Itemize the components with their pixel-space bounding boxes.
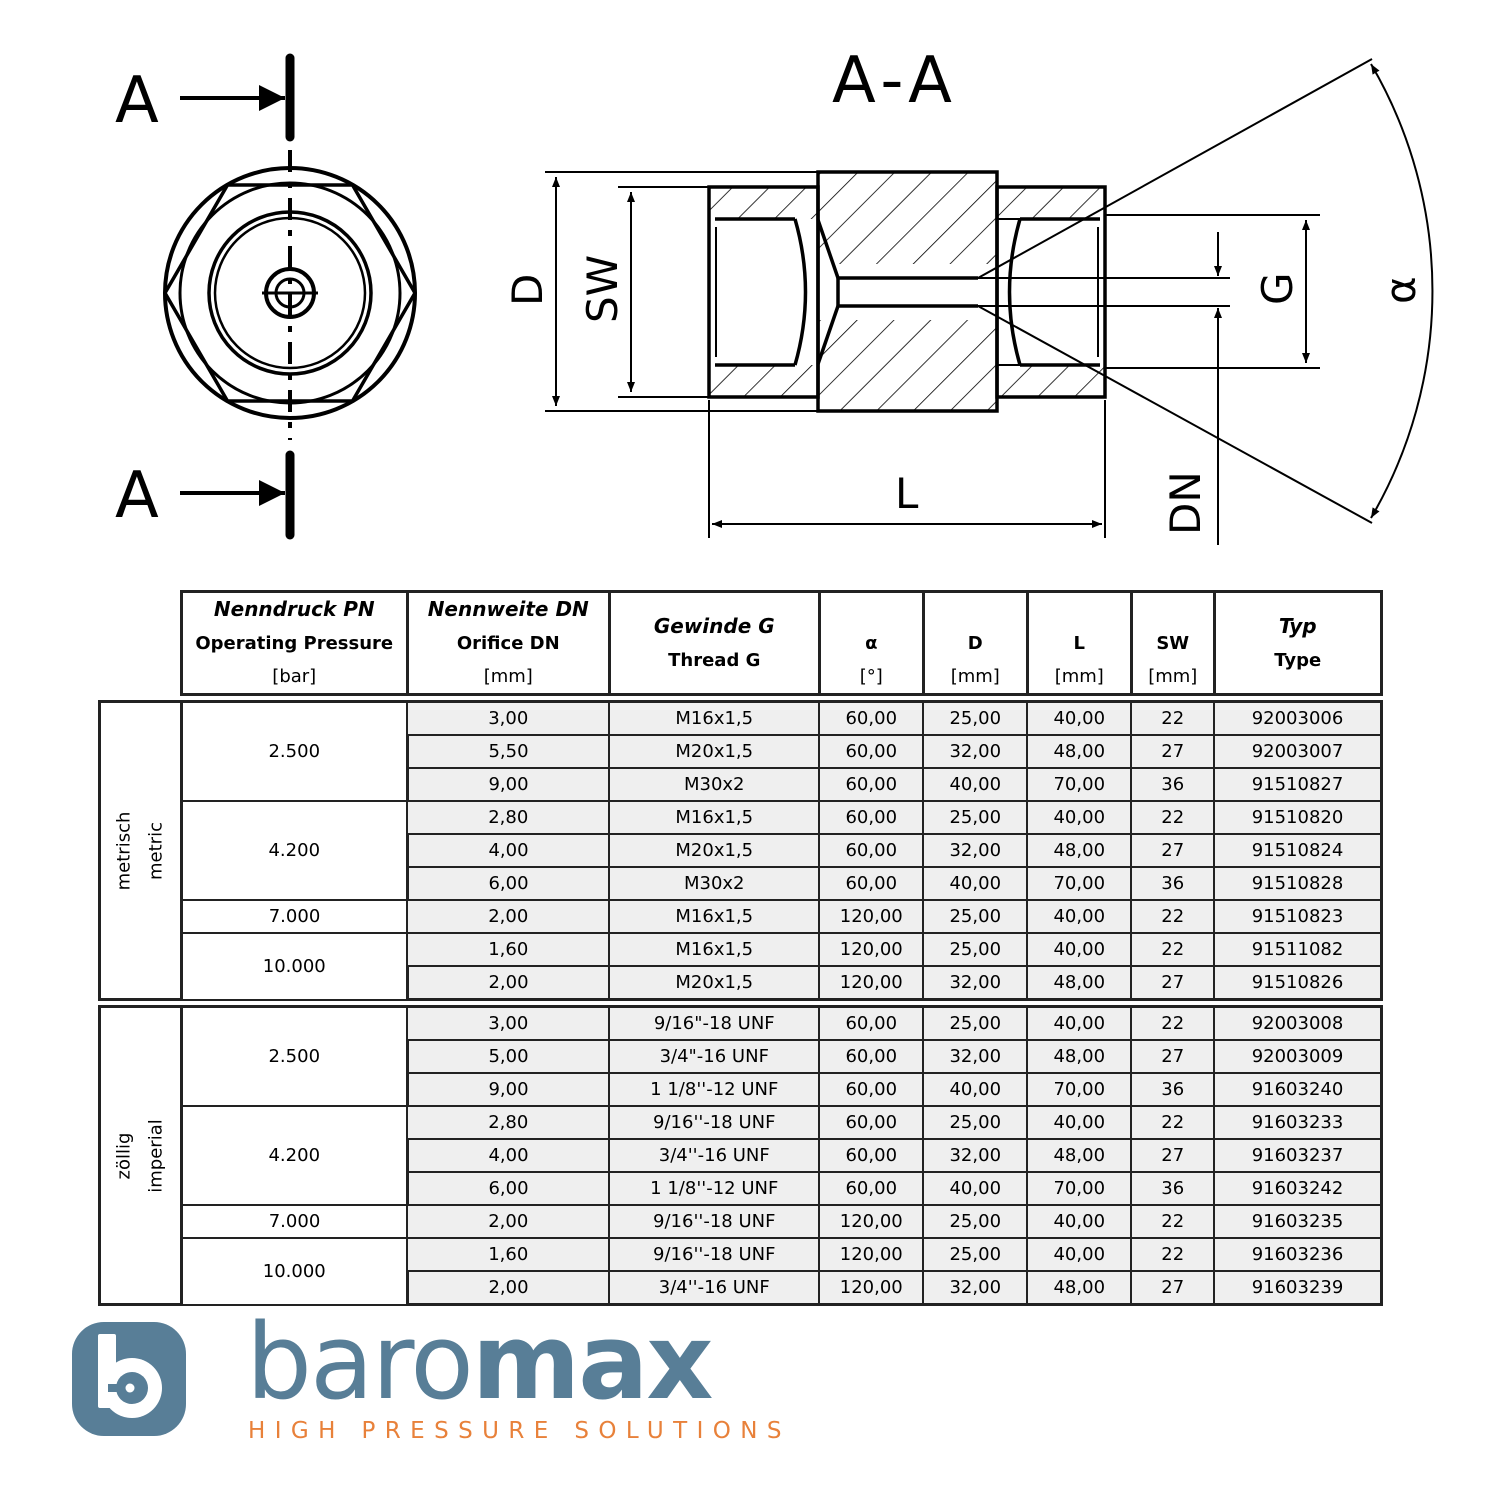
cell-type: 92003009: [1214, 1040, 1381, 1073]
cell-alpha: 120,00: [819, 1271, 923, 1305]
cell-d: 40,00: [923, 1073, 1027, 1106]
baromax-logo-icon: [68, 1318, 190, 1440]
system-label: [100, 1007, 182, 1305]
cell-d: 25,00: [923, 1238, 1027, 1271]
header-dn: Nennweite DN Orifice DN [mm]: [407, 592, 609, 695]
cell-sw: 36: [1131, 768, 1214, 801]
system-label-de: zöllig: [113, 1132, 135, 1179]
cell-dn: 3,00: [407, 1007, 609, 1041]
cell-g: M30x2: [609, 768, 819, 801]
cell-dn: 5,50: [407, 735, 609, 768]
cell-dn: 2,80: [407, 801, 609, 834]
cell-alpha: 60,00: [819, 1172, 923, 1205]
table-row: [100, 1238, 1382, 1271]
cell-alpha: 60,00: [819, 1139, 923, 1172]
table-row: [100, 801, 1382, 834]
cell-d: 25,00: [923, 933, 1027, 966]
cell-alpha: 120,00: [819, 933, 923, 966]
cell-sw: 22: [1131, 801, 1214, 834]
cell-type: 91510827: [1214, 768, 1381, 801]
cell-sw: 27: [1131, 1139, 1214, 1172]
cell-d: 40,00: [923, 1172, 1027, 1205]
cell-l: 40,00: [1027, 1205, 1131, 1238]
dim-g-label: G: [1253, 272, 1302, 305]
cell-alpha: 60,00: [819, 768, 923, 801]
section-view: [709, 172, 1105, 411]
cell-type: 92003006: [1214, 702, 1381, 736]
dim-sw-label: SW: [578, 254, 627, 323]
cell-type: 91510820: [1214, 801, 1381, 834]
cell-l: 40,00: [1027, 900, 1131, 933]
cell-d: 25,00: [923, 900, 1027, 933]
table-row: [100, 1007, 1382, 1041]
cell-sw: 36: [1131, 1073, 1214, 1106]
cell-type: 91603233: [1214, 1106, 1381, 1139]
header-sw: SW [mm]: [1131, 592, 1214, 695]
cell-alpha: 60,00: [819, 1040, 923, 1073]
dim-dn-label: DN: [1161, 471, 1210, 535]
cell-dn: 2,00: [407, 966, 609, 1000]
cell-g: 9/16''-18 UNF: [609, 1238, 819, 1271]
cell-alpha: 120,00: [819, 900, 923, 933]
cell-d: 32,00: [923, 966, 1027, 1000]
cell-l: 70,00: [1027, 1172, 1131, 1205]
cell-l: 70,00: [1027, 1073, 1131, 1106]
cell-pn: 4.200: [181, 1106, 407, 1205]
cell-sw: 36: [1131, 1172, 1214, 1205]
table-row: [100, 1106, 1382, 1139]
cell-l: 48,00: [1027, 1139, 1131, 1172]
section-label-top: A: [115, 64, 159, 138]
cell-l: 40,00: [1027, 1106, 1131, 1139]
cell-type: 91603239: [1214, 1271, 1381, 1305]
cell-alpha: 60,00: [819, 1106, 923, 1139]
cell-dn: 1,60: [407, 933, 609, 966]
technical-drawing: [0, 0, 1500, 580]
cell-dn: 1,60: [407, 1238, 609, 1271]
cell-l: 48,00: [1027, 735, 1131, 768]
cell-sw: 22: [1131, 1238, 1214, 1271]
header-l: L [mm]: [1027, 592, 1131, 695]
cell-l: 48,00: [1027, 1271, 1131, 1305]
cell-type: 91603240: [1214, 1073, 1381, 1106]
front-view: [165, 58, 415, 535]
cell-g: M16x1,5: [609, 900, 819, 933]
system-label-de: metrisch: [113, 811, 135, 890]
cell-d: 32,00: [923, 1139, 1027, 1172]
cell-sw: 22: [1131, 933, 1214, 966]
cell-g: 1 1/8''-12 UNF: [609, 1172, 819, 1205]
cell-sw: 22: [1131, 1205, 1214, 1238]
cell-l: 40,00: [1027, 933, 1131, 966]
system-label-en: metric: [145, 821, 167, 880]
header-thread: Gewinde G Thread G: [609, 592, 819, 695]
cell-dn: 2,00: [407, 1205, 609, 1238]
cell-g: 3/4''-16 UNF: [609, 1271, 819, 1305]
cell-dn: 3,00: [407, 702, 609, 736]
table-row: [100, 933, 1382, 966]
cell-type: 91510828: [1214, 867, 1381, 900]
cell-g: M16x1,5: [609, 702, 819, 736]
brand-name-light: baro: [246, 1301, 472, 1423]
cell-d: 32,00: [923, 735, 1027, 768]
cell-dn: 9,00: [407, 768, 609, 801]
cell-alpha: 60,00: [819, 1007, 923, 1041]
cell-l: 40,00: [1027, 702, 1131, 736]
cell-pn: 4.200: [181, 801, 407, 900]
cell-type: 92003008: [1214, 1007, 1381, 1041]
cell-alpha: 120,00: [819, 1205, 923, 1238]
cell-g: M16x1,5: [609, 801, 819, 834]
cell-pn: 7.000: [181, 900, 407, 933]
table-corner: [100, 592, 182, 695]
brand-tagline: HIGH PRESSURE SOLUTIONS: [248, 1418, 791, 1444]
cell-alpha: 60,00: [819, 834, 923, 867]
cell-dn: 6,00: [407, 867, 609, 900]
cell-dn: 4,00: [407, 834, 609, 867]
table-group-imperial: [100, 1007, 1382, 1305]
section-label-bottom: A: [115, 459, 159, 533]
header-type: Typ Type: [1214, 592, 1381, 695]
table-row: [100, 702, 1382, 736]
cell-dn: 4,00: [407, 1139, 609, 1172]
cell-alpha: 120,00: [819, 1238, 923, 1271]
cell-g: 9/16"-18 UNF: [609, 1007, 819, 1041]
cell-type: 91603236: [1214, 1238, 1381, 1271]
cell-sw: 22: [1131, 1106, 1214, 1139]
cell-d: 25,00: [923, 702, 1027, 736]
cell-d: 25,00: [923, 1106, 1027, 1139]
cell-g: M20x1,5: [609, 966, 819, 1000]
cell-sw: 27: [1131, 966, 1214, 1000]
cell-type: 91603235: [1214, 1205, 1381, 1238]
cell-type: 91603242: [1214, 1172, 1381, 1205]
cell-sw: 27: [1131, 834, 1214, 867]
cell-d: 32,00: [923, 834, 1027, 867]
cell-g: 3/4"-16 UNF: [609, 1040, 819, 1073]
section-title: A-A: [832, 44, 958, 118]
cell-dn: 9,00: [407, 1073, 609, 1106]
cell-dn: 2,00: [407, 1271, 609, 1305]
cell-alpha: 60,00: [819, 735, 923, 768]
cell-sw: 22: [1131, 1007, 1214, 1041]
spec-table: [98, 590, 1383, 1306]
cell-sw: 22: [1131, 702, 1214, 736]
cell-alpha: 120,00: [819, 966, 923, 1000]
cell-g: M16x1,5: [609, 933, 819, 966]
cell-sw: 27: [1131, 1040, 1214, 1073]
brand-name: [246, 1301, 712, 1423]
cell-type: 91511082: [1214, 933, 1381, 966]
cell-l: 48,00: [1027, 966, 1131, 1000]
cell-l: 40,00: [1027, 1238, 1131, 1271]
cell-dn: 6,00: [407, 1172, 609, 1205]
system-label: [100, 702, 182, 1000]
cell-sw: 36: [1131, 867, 1214, 900]
table-row: [100, 900, 1382, 933]
cell-pn: 10.000: [181, 1238, 407, 1305]
cell-alpha: 60,00: [819, 867, 923, 900]
cell-alpha: 60,00: [819, 801, 923, 834]
cell-d: 40,00: [923, 867, 1027, 900]
cell-sw: 27: [1131, 735, 1214, 768]
dim-l-label: L: [895, 469, 919, 518]
cell-pn: 2.500: [181, 702, 407, 802]
cell-dn: 2,00: [407, 900, 609, 933]
cell-type: 91510824: [1214, 834, 1381, 867]
table-header: [100, 592, 1382, 695]
cell-d: 32,00: [923, 1271, 1027, 1305]
table-group-metric: [100, 702, 1382, 1000]
cell-g: 1 1/8''-12 UNF: [609, 1073, 819, 1106]
system-label-en: imperial: [145, 1118, 167, 1193]
cell-g: M20x1,5: [609, 834, 819, 867]
cell-dn: 2,80: [407, 1106, 609, 1139]
table-row: [100, 1205, 1382, 1238]
cell-l: 40,00: [1027, 801, 1131, 834]
header-d: D [mm]: [923, 592, 1027, 695]
cell-type: 91603237: [1214, 1139, 1381, 1172]
cell-g: 9/16''-18 UNF: [609, 1106, 819, 1139]
cell-d: 25,00: [923, 801, 1027, 834]
cell-l: 70,00: [1027, 768, 1131, 801]
cell-type: 92003007: [1214, 735, 1381, 768]
cell-sw: 22: [1131, 900, 1214, 933]
cell-g: 3/4''-16 UNF: [609, 1139, 819, 1172]
cell-d: 25,00: [923, 1007, 1027, 1041]
cell-type: 91510826: [1214, 966, 1381, 1000]
cell-pn: 10.000: [181, 933, 407, 1000]
cell-l: 48,00: [1027, 1040, 1131, 1073]
cell-alpha: 60,00: [819, 702, 923, 736]
cell-pn: 7.000: [181, 1205, 407, 1238]
cell-l: 48,00: [1027, 834, 1131, 867]
dim-alpha-label: α: [1376, 276, 1425, 304]
cell-d: 40,00: [923, 768, 1027, 801]
cell-g: M30x2: [609, 867, 819, 900]
cell-sw: 27: [1131, 1271, 1214, 1305]
header-alpha: α [°]: [819, 592, 923, 695]
header-pn: Nenndruck PN Operating Pressure [bar]: [181, 592, 407, 695]
cell-g: 9/16''-18 UNF: [609, 1205, 819, 1238]
cell-g: M20x1,5: [609, 735, 819, 768]
cell-dn: 5,00: [407, 1040, 609, 1073]
cell-alpha: 60,00: [819, 1073, 923, 1106]
cell-l: 70,00: [1027, 867, 1131, 900]
cell-l: 40,00: [1027, 1007, 1131, 1041]
cell-d: 25,00: [923, 1205, 1027, 1238]
cell-type: 91510823: [1214, 900, 1381, 933]
cell-d: 32,00: [923, 1040, 1027, 1073]
cell-pn: 2.500: [181, 1007, 407, 1107]
brand-name-bold: max: [471, 1301, 712, 1423]
dim-d-label: D: [503, 273, 552, 306]
